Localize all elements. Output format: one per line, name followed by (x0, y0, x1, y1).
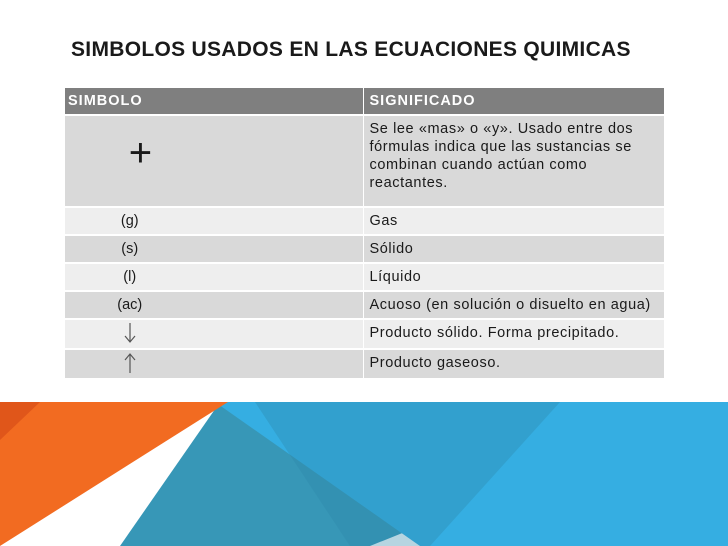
meaning-cell: Producto gaseoso. (363, 349, 664, 378)
aqueous-symbol: (ac) (117, 297, 143, 313)
symbol-cell (65, 263, 363, 291)
liquid-symbol: (l) (123, 269, 137, 285)
slide-title: SIMBOLOS USADOS EN LAS ECUACIONES QUIMICAS (71, 38, 631, 61)
symbol-cell (65, 235, 363, 263)
table-row (65, 319, 664, 349)
down-arrow-icon (123, 322, 137, 344)
up-arrow-icon (123, 352, 137, 374)
meaning-cell: Gas (363, 207, 664, 235)
symbol-cell (65, 319, 363, 349)
table-row (65, 263, 664, 291)
column-header-symbol: SIMBOLO (65, 88, 363, 115)
symbol-cell (65, 207, 363, 235)
table-header-row (65, 88, 664, 115)
meaning-cell: Sólido (363, 235, 664, 263)
gas-symbol: (g) (120, 213, 139, 229)
meaning-cell: Producto sólido. Forma precipitado. (363, 319, 664, 349)
symbol-cell (65, 349, 363, 378)
table-row (65, 207, 664, 235)
table-row (65, 235, 664, 263)
table-row (65, 115, 664, 207)
solid-symbol: (s) (121, 241, 139, 257)
symbol-cell (65, 291, 363, 319)
meaning-cell: Acuoso (en solución o disuelto en agua) (363, 291, 664, 319)
column-header-meaning: SIGNIFICADO (363, 88, 664, 115)
symbol-cell: + (65, 115, 363, 207)
table-row (65, 349, 664, 378)
meaning-cell: Se lee «mas» o «y». Usado entre dos fórmulas indica que las sustancias se combinan cuando actúan como reactantes. (363, 115, 664, 207)
meaning-cell: Líquido (363, 263, 664, 291)
symbols-table (65, 88, 664, 378)
table-row (65, 291, 664, 319)
